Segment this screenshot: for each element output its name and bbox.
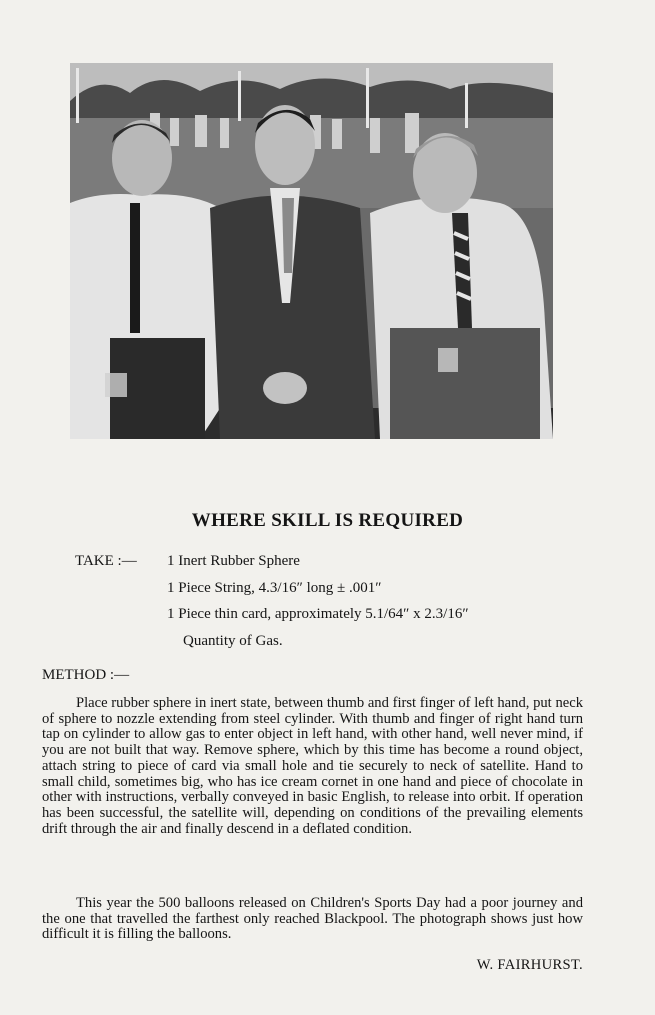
take-item: Quantity of Gas.	[183, 633, 283, 649]
photograph-three-men	[70, 63, 553, 439]
author-signature: W. FAIRHURST.	[476, 957, 583, 973]
photograph-image	[70, 63, 553, 439]
closing-paragraph: This year the 500 balloons released on Children's Sports Day had a poor journey and the one that travelled the farthest only reached Blackpool. The photograph shows just how difficult it is filling the balloons.	[42, 895, 583, 943]
article-title: WHERE SKILL IS REQUIRED	[191, 510, 464, 531]
take-item: 1 Piece thin card, approximately 5.1/64″ x 2.3/16″	[167, 606, 469, 622]
take-item: 1 Piece String, 4.3/16″ long ± .001″	[167, 580, 382, 596]
method-label: METHOD :—	[42, 667, 130, 683]
take-item: 1 Inert Rubber Sphere	[167, 553, 300, 569]
take-label: TAKE :—	[75, 553, 137, 569]
method-paragraph: Place rubber sphere in inert state, between thumb and first finger of left hand, put neck of sphere to nozzle extending from steel cylinder. With thumb and finger of right hand turn tap on cylinder to allow gas to enter object in left hand, with other hand, well never mind, if you are not built that way. Remove sphere, which by this time has become a round object, attach string to piece of card via small hole and tie securely to neck of satellite. Hand to small child, sometimes big, who has ice cream cornet in one hand and piece of chocolate in other with instructions, verbally conveyed in basic English, to release into orbit. If operation has been successful, the satellite will, depending on conditions of the prevailing elements drift through the air and finally descend in a deflated condition.	[42, 695, 583, 837]
